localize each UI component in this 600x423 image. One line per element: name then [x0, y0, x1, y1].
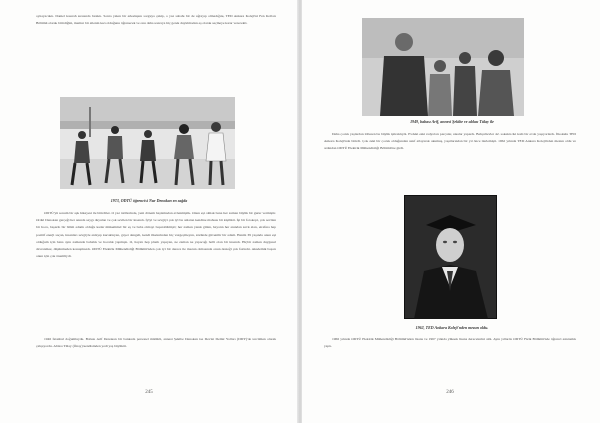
- students-photo-caption: 1973, ODTÜ öğrencisi Nur Denokan en sağda: [110, 198, 188, 203]
- right-page: [302, 0, 600, 423]
- right-page-number: 246: [446, 390, 454, 395]
- students-photo: [60, 97, 235, 189]
- graduation-photo-caption: 1962, TED Ankara Koleji'nden mezun oldu.: [415, 325, 489, 330]
- right-paragraph-middle: Daha çocuk yaşlardan itibaren bu büyük iştiraklıydı. Evdeki eski radyoları parçalar, ıskalar yapardı. Bahçelievler 42. sokakta iki katlı bir evde yaşıyorlardı. İlkokulu TED Ankara Koleji'nde bitirdi. Çok zeki bir çocuk olduğundan sınıf atlayarak okumuş, yaşıtlarından bir yıl önce ilerlemişti. 1962 yılında TED Ankara Koleji'nden mezun oldu ve ardından ODTÜ Elektrik Mühendisliği Bölümü'ne girdi.: [324, 132, 576, 151]
- family-photo-caption: 1949, babası Arif, annesi Şekibe ve ablası Tülay ile: [410, 119, 494, 124]
- left-paragraph-main: ODTÜ'yü sonum bir aşk hikayesi ile bitirdiler. O yaz tatillerinde, yeni dönem başlamadan evlenmiştik. Onun eşi olmak bana her zaman büyük bir gurur vermiştir. Ordul Denokan gerçeği her anında saygı duyulan ve çok sevilen bir insandı. İyiyi ve sevgiyi çok iyi bu anlatan kendine mahsus bir kişilikti. İşi bir fotokopi, çok sevilen bir hoca, başarılı bir bilim adamı olduğu kadar mükemmel bir eş ve baba olmayı başarabilmişti; her zaman yanık gülen, hayatın her anından zevk alan, etrafına hep pozitif enerji saçan, insanları sevgiyle anlayıp kucaklayan, gayet dengeli, kendi ilkelerinden hiç vazgeçmeyen, sözünde güvenilir bir adam. Henüz 39 yaşında onun eşi olduğum için bana aynı zamanda babalık ve hocalık yapmıştı. O, hayatı hep planlı yaşayan, ne zaman ne yapacağı belli olan bir insandı. Hiçbir zaman duygusal davranmaz, düşünmeden konuşmazdı. ODTÜ Elektrik Mühendisliği Bölümü'nden çok iyi bir derece ile mezun olmasında onun desteği çok fazladır. Akademik başarı onun için çok önemliydi.: [36, 211, 276, 259]
- left-paragraph-top: oynayacaktı. Daniel kasırah sırasında bıraktı. Sonra yakın bir arkadaşını sorguya çekip, o yaz sabahı bir de uğrayıp olmadığını, TED Ankara Koleji'ni Fen Kolları Bölümü olarak bitirdiğini, memur bir ailenin kızı olduğunu öğrenecek ve onu daha sonraya hiç gerek duyulmadan eş olarak seçmeye karar verecekti.: [36, 14, 276, 26]
- right-paragraph-bottom: 1966 yılında ODTÜ Elektrik Mühendisliği Bölümü'nden lisans ve 1967 yılında yüksek lisans derecelerini aldı. Aynı yıllarda ODTÜ Fizik Bölümü'nde öğrenci asistanlık yaptı.: [324, 337, 576, 349]
- family-photo: [362, 18, 524, 116]
- left-page-number: 245: [145, 390, 153, 395]
- graduation-photo: [404, 195, 497, 319]
- family-photo-image: [362, 18, 524, 116]
- left-paragraph-bottom: 1946 İstanbul doğumluydu. Babası Arif Denokan bir bankada personel müdürü, annesi Şekibe Denokan ise Devlet Demir Yolları (DDY)'de tercüman olarak çalışıyordu. Ablası Tülay (Önay) kendisinden yedi yaş büyüktü.: [36, 337, 276, 349]
- left-page: [0, 0, 298, 423]
- graduation-photo-image: [404, 195, 497, 319]
- students-photo-image: [60, 97, 235, 189]
